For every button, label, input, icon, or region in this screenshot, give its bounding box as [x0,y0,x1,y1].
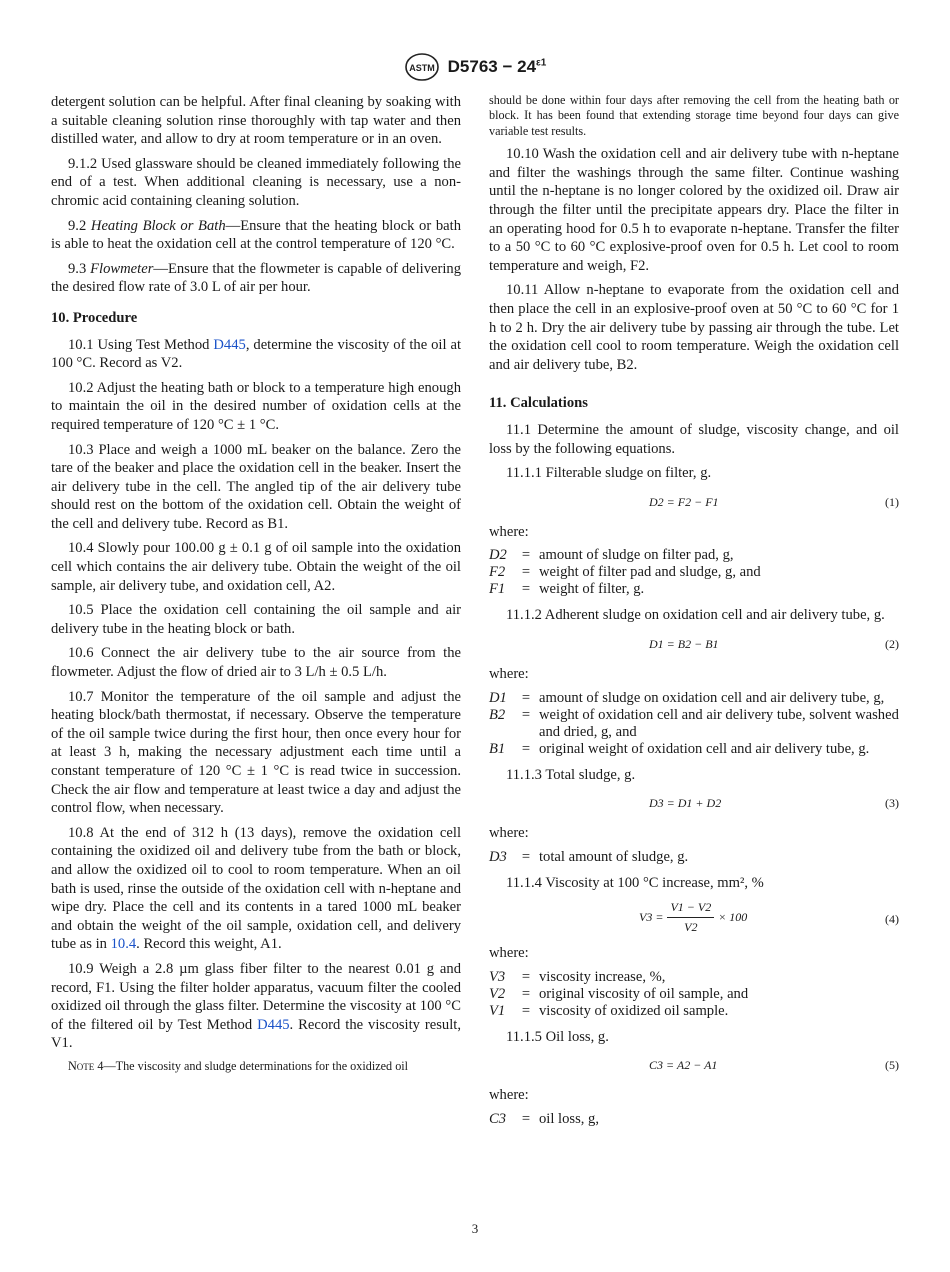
equation-4-formula: V3 = $\frac{V1 - V2}{V2}$ × 100 [639,900,748,934]
paragraph-10-5: 10.5 Place the oxidation cell containing the oil sample and air delivery tube in the heating block or bath. [51,602,461,637]
where-table-2: D1 = amount of sludge on oxidation cell and air delivery tube, g, B2 = weight of oxidation cell and air delivery tube, solvent washed and dried, g, and B1 = original weight of oxidation cell and air delivery tube, g. [489,689,899,757]
paragraph-10-7: 10.7 Monitor the temperature of the oil sample and adjust the heating block/bath thermostat, if necessary. Observe the temperature of the oil sample twice during the first hour, then once every hour for at least 3 h, making the necessary adjustment each time until a constant temperature of 120 °C ± 1 °C is read twice in succession. Check the air flow and temperature at least twice a day and adjust the control flow, when necessary. [51,688,461,817]
paragraph-9-2: 9.2 Heating Block or Bath—Ensure that the heating block or bath is able to heat the oxidation cell at the control temperature of 120 °C. [51,217,461,253]
page-number: 3 [471,1221,479,1236]
symbol: C3 [489,1111,507,1128]
symbol: B1 [489,740,506,757]
where-label: where: [489,825,529,842]
equation-3-number: (3) [885,796,899,811]
where-table-4: V3 = viscosity increase, %, V2 = original viscosity of oil sample, and V1 = viscosity of oxidized oil sample. [489,969,899,1020]
where-label: where: [489,945,529,962]
section-10-heading: 10. Procedure [51,309,138,326]
definition: total amount of sludge, g. [539,848,689,865]
symbol: D2 [489,547,507,564]
where-table-1: D2 = amount of sludge on filter pad, g, F2 = weight of filter pad and sludge, g, and F1 = weight of filter, g. [489,547,899,598]
paragraph-11-1-5: 11.1.5 Oil loss, g. [506,1028,609,1045]
svg-text:ASTM: ASTM [408,63,435,73]
definition: viscosity of oxidized oil sample. [539,1002,729,1019]
paragraph-10-2: 10.2 Adjust the heating bath or block to a temperature high enough to maintain the oil in the desired number of oxidation cells at the required temperature of 120 °C ± 1 °C. [51,379,461,433]
section-11-heading: 11. Calculations [489,395,588,412]
paragraph-10-1: 10.1 Using Test Method D445, determine the viscosity of the oil at 100 °C. Record as V2. [51,336,461,372]
paragraph-10-6: 10.6 Connect the air delivery tube to the air source from the flowmeter. Adjust the flow of dried air to 3 L/h ± 0.5 L/h. [51,645,461,681]
symbol: V1 [489,1002,506,1019]
note-4-continued: should be done within four days after removing the cell from the heating bath or block. It has been found that extending storage time beyond four days can give variable test results. [489,93,899,138]
equation-2-formula: D1 = B2 − B1 [649,636,719,651]
paragraph-10-10: 10.10 Wash the oxidation cell and air delivery tube with n-heptane and filter the washings through the same filter. Continue washing until the n-heptane is no longer colored by the oxidized oil. Draw air through the filter until the precipitate appears dry. Place the filter in an operating hood for 0.5 h to evaporate n-heptane. Transfer the filter to a 50 °C to 60 °C explosive-proof oven for 0.5 h. Let cool to room temperature and weigh, F2. [489,146,899,274]
symbol: F2 [489,564,506,581]
paragraph-10-8: 10.8 At the end of 312 h (13 days), remove the oxidation cell containing the oxidized oil and delivery tube from the bath or block, and allow the oxidized oil to cool to room temperature. When an oil bath is used, rinse the outside of the oxidation cell with n-heptane and wipe dry. Place the cell and its contents in a tared 1000 mL beaker and obtain the weight of the oil sample, oxidation cell, and delivery tube as in 10.4. Record this weight, A1. [51,824,461,953]
equation-5 [489,1052,899,1078]
equation-3 [489,790,899,816]
symbol: F1 [489,581,506,598]
where-table-3: D3 = total amount of sludge, g. [489,849,899,866]
paragraph-10-4: 10.4 Slowly pour 100.00 g ± 0.1 g of oil sample into the oxidation cell which contains the air delivery tube. Obtain the weight of the oil sample, air delivery tube, and oxidation cell, A2. [51,540,461,594]
equation-4 [489,898,899,936]
link-d445[interactable]: D445 [213,336,246,353]
where-label: where: [489,665,529,682]
definition: weight of oxidation cell and air delivery tube, solvent washed and dried, g, and [539,706,899,740]
paragraph-10-11: 10.11 Allow n-heptane to evaporate from the oxidation cell and then place the cell in an explosive-proof oven at 50 °C to 60 °C for 1 h to 2 h. Dry the air delivery tube by passing air through the tube. Let the oxidation cell cool to room temperature. Weigh the oxidation cell and air delivery tube, B2. [489,282,899,373]
paragraph-10-3: 10.3 Place and weigh a 1000 mL beaker on the balance. Zero the tare of the beaker and place the oxidation cell in the beaker. Insert the air delivery tube in the cell. The angled tip of the air delivery tube should rest on the bottom of the oxidation cell. Obtain the weight of the cell and delivery tube. Record as B1. [51,441,461,532]
paragraph-9-3: 9.3 Flowmeter—Ensure that the flowmeter is capable of delivering the desired flow rate of 3.0 L of air per hour. [51,260,461,296]
left-column [51,93,461,1080]
astm-logo-icon [404,52,440,82]
equation-1-formula: D2 = F2 − F1 [649,494,719,509]
link-section-10-4[interactable]: 10.4 [110,936,137,953]
page-header [0,52,950,82]
equation-1 [489,489,899,515]
link-d445[interactable]: D445 [257,1016,290,1033]
where-label: where: [489,523,529,540]
equation-3-formula: D3 = D1 + D2 [649,796,722,811]
symbol: D3 [489,848,507,865]
equation-4-number: (4) [885,912,899,927]
equation-5-number: (5) [885,1058,899,1073]
equation-5-formula: C3 = A2 − A1 [649,1058,718,1073]
paragraph-11-1-4: 11.1.4 Viscosity at 100 °C increase, mm², % [506,874,764,891]
paragraph-10-9: 10.9 Weigh a 2.8 µm glass fiber filter to the nearest 0.01 g and record, F1. Using the filter holder apparatus, vacuum filter the cooled oxidized oil through the glass filter. Determine the viscosity at 100 °C of the filtered oil by Test Method D445. Record the viscosity result, V1. [51,960,461,1052]
symbol: B2 [489,706,506,723]
definition: oil loss, g, [539,1111,600,1128]
right-column [489,93,899,1136]
paragraph-11-1-2: 11.1.2 Adherent sludge on oxidation cell and air delivery tube, g. [506,607,885,624]
definition: weight of filter pad and sludge, g, and [539,564,761,581]
definition: viscosity increase, %, [539,968,666,985]
document-designation: $D5763 - 24^{\varepsilon 1}$ [447,57,547,76]
symbol: V2 [489,985,506,1002]
equation-2 [489,631,899,657]
symbol: D1 [489,689,507,706]
definition: original weight of oxidation cell and air delivery tube, g. [539,740,870,757]
paragraph-9-1-2: 9.1.2 Used glassware should be cleaned immediately following the end of a test. When additional cleaning is necessary, use a non-chromic acid containing cleaning solution. [51,155,461,209]
paragraph-11-1: 11.1 Determine the amount of sludge, viscosity change, and oil loss by the following equations. [489,421,899,457]
paragraph-11-1-3: 11.1.3 Total sludge, g. [506,766,636,783]
symbol: V3 [489,968,506,985]
paragraph-11-1-1: 11.1.1 Filterable sludge on filter, g. [506,465,712,482]
note-4: Note 4—The viscosity and sludge determinations for the oxidized oil [68,1058,409,1073]
where-table-5: C3 = oil loss, g, [489,1111,899,1128]
definition: amount of sludge on filter pad, g, [539,547,734,564]
definition: weight of filter, g. [539,581,645,598]
equation-1-number: (1) [885,494,899,509]
definition: amount of sludge on oxidation cell and air delivery tube, g, [539,689,885,706]
equation-2-number: (2) [885,636,899,651]
paragraph-9-1-1-continued: detergent solution can be helpful. After final cleaning by soaking with a suitable cleaning solution rinse thoroughly with tap water and then distilled water, and allow to dry at room temperature or in an oven. [51,94,461,148]
where-label: where: [489,1087,529,1104]
definition: original viscosity of oil sample, and [539,985,749,1002]
